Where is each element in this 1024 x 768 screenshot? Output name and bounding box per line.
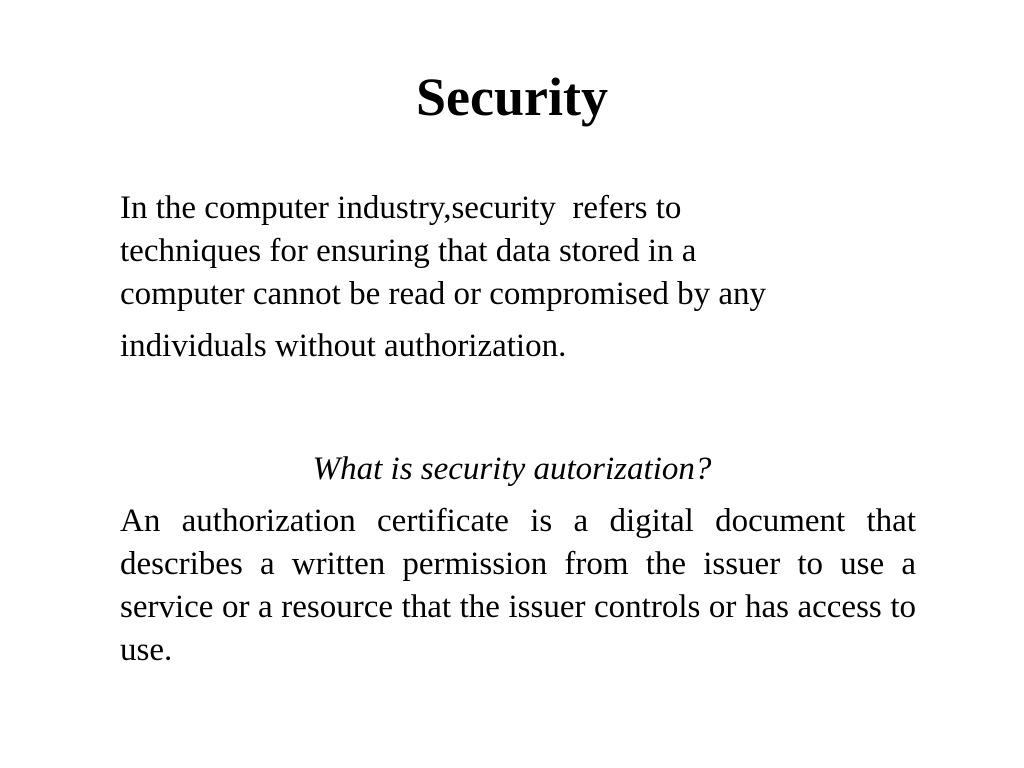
intro-line: techniques for ensuring that data stored in a xyxy=(120,233,697,269)
intro-paragraph xyxy=(120,187,920,368)
intro-line: individuals without authorization. xyxy=(120,328,567,364)
slide-title: Security xyxy=(416,67,608,127)
intro-line: In the computer industry,security refers to xyxy=(120,190,682,226)
answer-paragraph: An authorization certificate is a digital document that describes a written permission from the issuer to use a service or a resource that the issuer controls or has access to use. xyxy=(120,503,916,668)
question-heading: What is security autorization? xyxy=(312,451,712,487)
intro-line: computer cannot be read or compromised by any xyxy=(120,276,767,312)
